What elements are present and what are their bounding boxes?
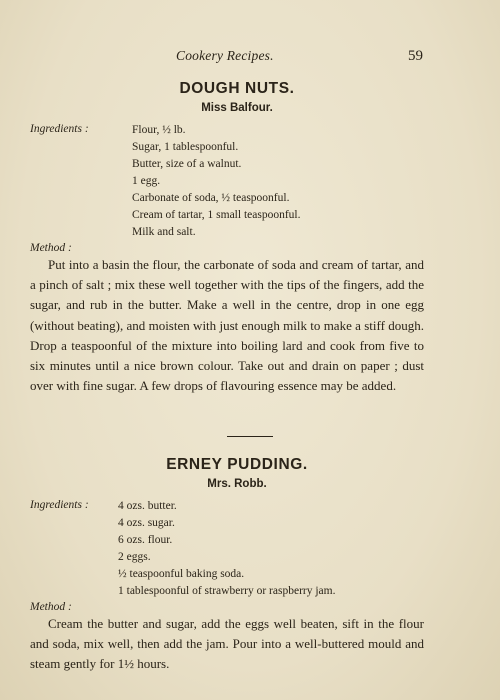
ingredient-item: 6 ozs. flour. [118,534,173,546]
ingredient-item: Sugar, 1 tablespoonful. [132,141,239,153]
ingredient-item: 4 ozs. sugar. [118,517,175,529]
recipe-erney-pudding [30,456,444,675]
method-text: Put into a basin the flour, the carbonate of soda and cream of tartar, and a pinch of salt ; mix these well together with the tips of the fingers, add the sugar, and rub in the butter. Make a well in the centre, drop in one egg (without beating), and moisten with just enough milk to make a stiff dough. Drop a teaspoonful of the mixture into boiling lard and cook from five to six minutes until a nice brown colour. Take out and drain on paper ; dust over with fine sugar. A few drops of flavouring essence may be added. [30,257,424,394]
divider-rule [227,436,273,437]
ingredient-item: 1 egg. [132,175,161,187]
ingredients-list [132,122,300,241]
page-number: 59 [408,48,423,64]
ingredients-block [30,498,444,600]
ingredients-label: Ingredients : [30,123,89,135]
ingredient-item: Flour, ½ lb. [132,124,186,136]
ingredient-item: Milk and salt. [132,226,196,238]
ingredient-item: ½ teaspoonful baking soda. [118,568,245,580]
ingredient-item: 2 eggs. [118,551,151,563]
method-label: Method : [30,242,72,254]
running-head: Cookery Recipes. [176,48,274,63]
recipe-dough-nuts [30,80,444,396]
ingredients-label: Ingredients : [30,499,89,511]
ingredient-item: Butter, size of a walnut. [132,158,242,170]
recipe-title: ERNEY PUDDING. [166,456,308,473]
recipe-title: DOUGH NUTS. [179,80,295,97]
ingredient-item: 1 tablespoonful of strawberry or raspberry jam. [118,585,336,597]
method-label: Method : [30,601,72,613]
ingredients-block [30,122,444,241]
method-text: Cream the butter and sugar, add the eggs well beaten, sift in the flour and soda, mix well, then add the jam. Pour into a well-buttered mould and steam gently for 1½ hours. [30,616,424,672]
ingredient-item: Carbonate of soda, ½ teaspoonful. [132,192,290,204]
ingredients-list [118,498,335,600]
section-divider [0,436,500,437]
recipe-author: Miss Balfour. [201,102,273,114]
recipe-author: Mrs. Robb. [207,478,267,490]
ingredient-item: 4 ozs. butter. [118,500,177,512]
ingredient-item: Cream of tartar, 1 small teaspoonful. [132,209,301,221]
